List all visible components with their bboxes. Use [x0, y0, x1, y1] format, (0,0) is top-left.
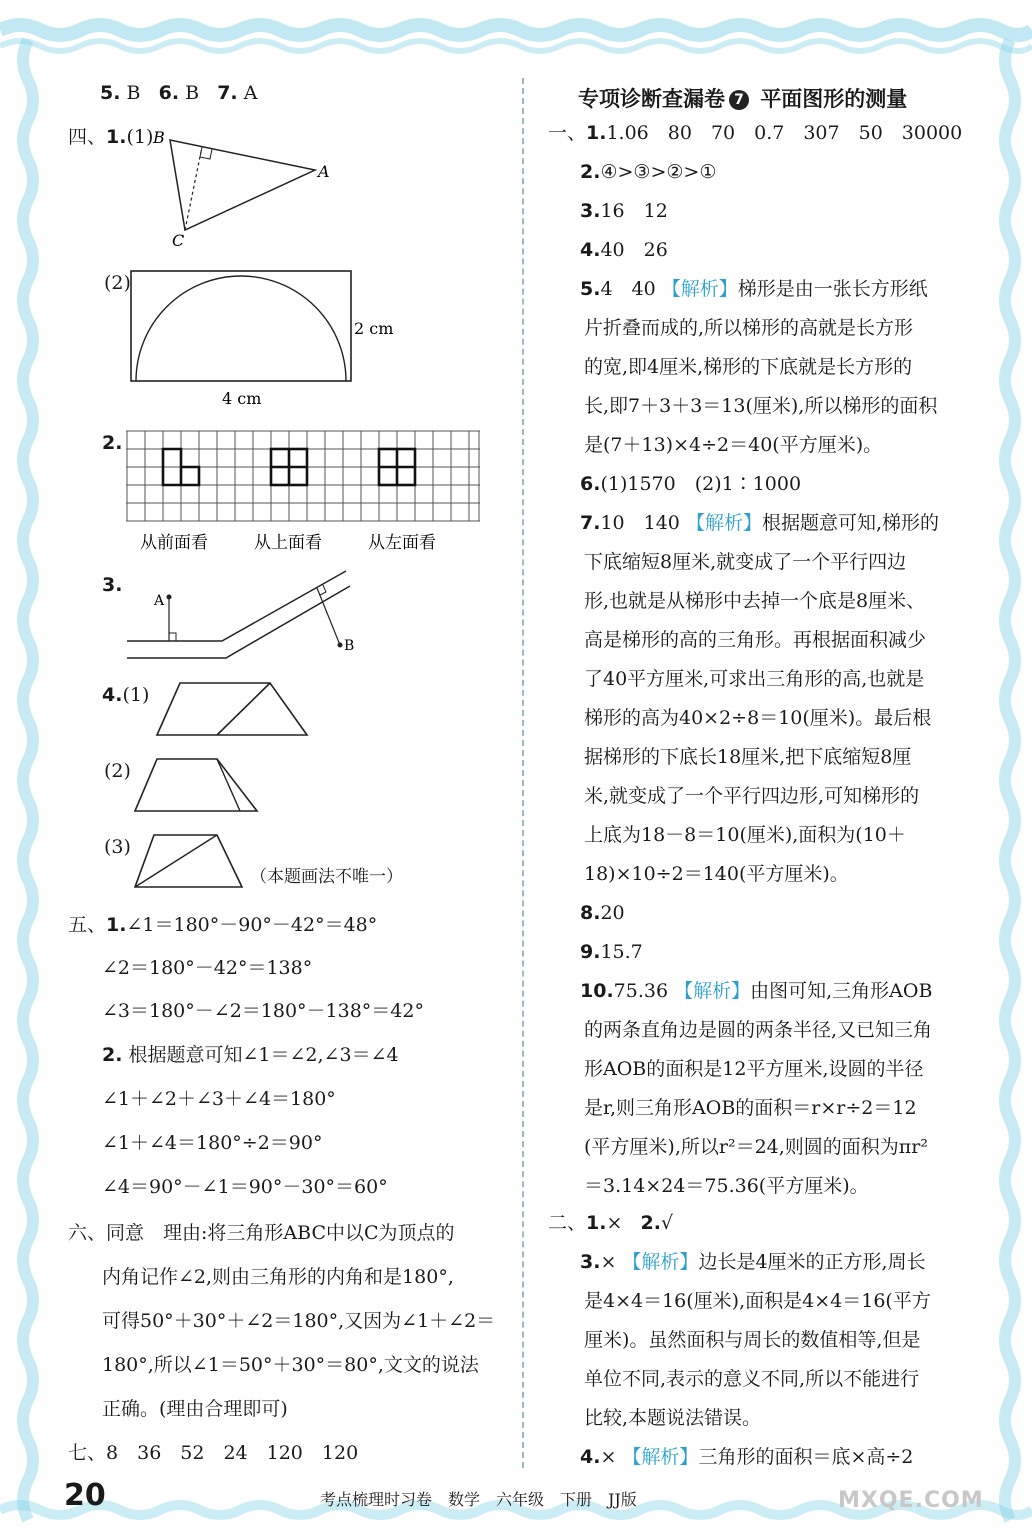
a10-line-3: 形AOB的面积是12平方厘米,设圆的半径	[584, 1058, 924, 1080]
point-b-label: B	[344, 638, 355, 654]
a10-line-1: 10.75.36 【解析】由图可知,三角形AOB	[580, 980, 933, 1002]
q4-part3-label: (3)	[104, 836, 131, 858]
a8-line: 8.20	[580, 902, 625, 924]
a7-line-1: 7.10 140 【解析】根据题意可知,梯形的	[580, 512, 940, 534]
section-5-line-2: ∠2＝180°－42°＝138°	[102, 957, 313, 979]
dimension-height: 2 cm	[354, 319, 394, 338]
triangle-figure	[150, 125, 340, 250]
analysis-tag: 【解析】	[674, 980, 751, 1002]
trapezoid-1-figure	[152, 678, 312, 740]
dimension-width: 4 cm	[222, 389, 262, 408]
b3-line-2: 是4×4＝16(厘米),面积是4×4＝16(平方	[584, 1290, 931, 1312]
section-5-line-6: ∠1＋∠4＝180°÷2＝90°	[102, 1132, 323, 1154]
watermark-logo: MXQE.COM	[838, 1488, 984, 1513]
a4-line: 4.40 26	[580, 239, 668, 261]
a7-line-9: 上底为18－8＝10(厘米),面积为(10＋	[584, 824, 906, 846]
footer-text: 考点梳理时习卷 数学 六年级 下册 JJ版	[320, 1490, 637, 1509]
a5-line-2: 片折叠而成的,所以梯形的高就是长方形	[584, 317, 914, 339]
view-label-front: 从前面看	[140, 533, 208, 553]
q1-part2-label: (2)	[104, 272, 131, 294]
section-6-line-3: 可得50°＋30°＋∠2＝180°,又因为∠1＋∠2＝	[102, 1310, 496, 1332]
column-divider	[522, 78, 524, 1468]
a10-line-6: ＝3.14×24＝75.36(平方厘米)。	[584, 1175, 869, 1197]
q4-note: （本题画法不唯一）	[250, 867, 403, 887]
section-6-line-5: 正确。(理由合理即可)	[102, 1398, 288, 1420]
vertex-a-label: A	[318, 162, 330, 181]
section-5-line-3: ∠3＝180°－∠2＝180°－138°＝42°	[102, 1000, 424, 1022]
title-number-badge: 7	[729, 90, 749, 110]
a7-line-5: 了40平方厘米,可求出三角形的高,也就是	[584, 668, 925, 690]
a2-line: 2.④>③>②>①	[580, 161, 717, 183]
a5-line-4: 长,即7＋3＋3＝13(厘米),所以梯形的面积	[584, 395, 938, 417]
section-5-line-1: 五、1.∠1＝180°－90°－42°＝48°	[68, 914, 378, 936]
section-5-line-7: ∠4＝90°－∠1＝90°－30°＝60°	[102, 1176, 388, 1198]
analysis-tag: 【解析】	[622, 1251, 699, 1273]
a7-line-7: 据梯形的下底长18厘米,把下底缩短8厘	[584, 746, 912, 768]
grid-views-figure	[126, 430, 484, 562]
analysis-tag: 【解析】	[622, 1446, 699, 1468]
section-6-line-1: 六、同意 理由:将三角形ABC中以C为顶点的	[68, 1222, 455, 1244]
page-title: 专项诊断查漏卷 7 平面图形的测量	[578, 87, 908, 111]
q4-part1-label: 4.(1)	[102, 684, 150, 706]
b4-line-1: 4.× 【解析】三角形的面积＝底×高÷2	[580, 1446, 914, 1468]
analysis-tag: 【解析】	[661, 278, 738, 300]
b3-line-4: 单位不同,表示的意义不同,所以不能进行	[584, 1368, 920, 1390]
analysis-tag: 【解析】	[685, 512, 762, 534]
q2-number: 2.	[102, 432, 123, 454]
semicircle-figure	[128, 268, 408, 410]
a9-line: 9.15.7	[580, 941, 643, 963]
section-6-line-2: 内角记作∠2,则由三角形的内角和是180°,	[102, 1266, 454, 1288]
section-7-line: 七、8 36 52 24 120 120	[68, 1442, 359, 1464]
section-5-line-5: ∠1＋∠2＋∠3＋∠4＝180°	[102, 1088, 336, 1110]
a5-line-5: 是(7＋13)×4÷2＝40(平方厘米)。	[584, 434, 883, 456]
section-5-line-4: 2. 根据题意可知∠1＝∠2,∠3＝∠4	[102, 1044, 399, 1066]
view-label-left: 从左面看	[368, 533, 436, 553]
b3-line-5: 比较,本题说法错误。	[584, 1407, 762, 1429]
trapezoid-3-figure	[132, 830, 248, 892]
a7-line-4: 高是梯形的高的三角形。再根据面积减少	[584, 629, 927, 651]
vertex-c-label: C	[172, 231, 185, 250]
a7-line-6: 梯形的高为40×2÷8＝10(厘米)。最后根	[584, 707, 932, 729]
mc-answers: 5. B 6. B 7. A	[100, 82, 258, 104]
q4-part2-label: (2)	[104, 760, 131, 782]
a5-line-3: 的宽,即4厘米,梯形的下底就是长方形的	[584, 356, 913, 378]
b3-line-3: 厘米)。虽然面积与周长的数值相等,但是	[584, 1329, 921, 1351]
vertex-b-label: B	[153, 128, 165, 147]
b3-line-1: 3.× 【解析】边长是4厘米的正方形,周长	[580, 1251, 926, 1273]
view-label-top: 从上面看	[254, 533, 322, 553]
a10-line-4: 是r,则三角形AOB的面积＝r×r÷2＝12	[584, 1097, 917, 1119]
trapezoid-2-figure	[132, 754, 262, 816]
a7-line-10: 18)×10÷2＝140(平方厘米)。	[584, 863, 849, 885]
b1-b2-line: 二、1.× 2.√	[548, 1212, 674, 1234]
a1-line: 一、1.1.06 80 70 0.7 307 50 30000	[548, 122, 963, 144]
a10-line-5: (平方厘米),所以r²＝24,则圆的面积为πr²	[584, 1136, 928, 1158]
a7-line-2: 下底缩短8厘米,就变成了一个平行四边	[584, 551, 907, 573]
a6-line: 6.(1)1570 (2)1∶1000	[580, 473, 802, 495]
point-a-label: A	[154, 593, 165, 609]
page-number: 20	[64, 1478, 106, 1513]
a7-line-8: 米,就变成了一个平行四边形,可知梯形的	[584, 785, 920, 807]
a10-line-2: 的两条直角边是圆的两条半径,又已知三角	[584, 1019, 933, 1041]
a5-line-1: 5.4 40 【解析】梯形是由一张长方形纸	[580, 278, 928, 300]
section-6-line-4: 180°,所以∠1＝50°＋30°＝80°,文文的说法	[102, 1354, 479, 1376]
a3-line: 3.16 12	[580, 200, 668, 222]
a7-line-3: 形,也就是从梯形中去掉一个底是8厘米、	[584, 590, 926, 612]
road-figure	[124, 568, 364, 668]
q3-number: 3.	[102, 574, 123, 596]
section-4-heading: 四、1.(1)	[68, 126, 154, 148]
